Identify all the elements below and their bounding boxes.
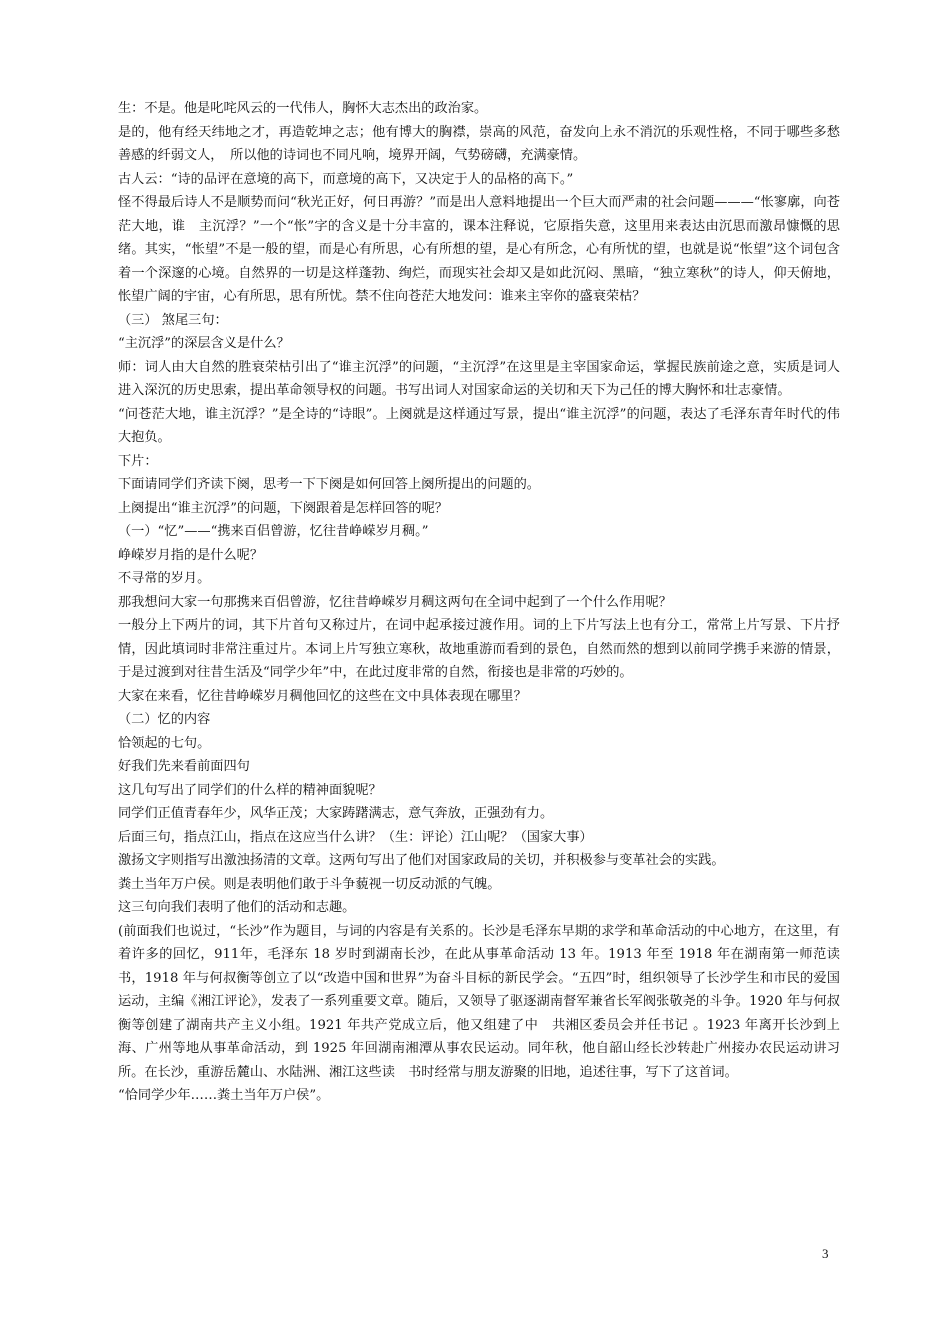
paragraph: 同学们正值青春年少，风华正茂；大家踌躇满志，意气奔放，正强劲有力。	[118, 806, 554, 821]
paragraph: 粪土当年万户侯。则是表明他们敢于斗争藐视一切反动派的气魄。	[118, 876, 501, 892]
paragraph: 师：词人由大自然的胜衰荣枯引出了“谁主沉浮”的问题，“主沉浮”在这里是主宰国家命运，掌握民族前途之意，实质是词人进入深沉的历史思索，提出革命领导权的问题。书写出词人对国家命运的关切和天下为己任的博大胸怀和壮志豪情。	[118, 359, 840, 398]
paragraph: 古人云：“诗的品评在意境的高下，而意境的高下，又决定于人的品格的高下。”	[118, 171, 574, 187]
paragraph: 峥嵘岁月指的是什么呢？	[118, 547, 264, 563]
paragraph: 上阕提出“谁主沉浮”的问题，下阕跟着是怎样回答的呢？	[118, 500, 448, 516]
paragraph: 恰领起的七句。	[118, 735, 211, 751]
paragraph: (前面我们也说过，“长沙”作为题目，与词的内容是有关系的。长沙是毛泽东早期的求学和革命活动的中心地方，在这里，有着许多的回忆，911年，毛泽东 18 岁时到湖南长沙，在此从事革命活动 13 年。1913 年至 1918 年在湖南第一师范读 书，1918 年与何叔衡等创立了以“改造中国和世界”为奋斗目标的新民学会。“五四”时，组织领导了长沙学生和市民的爱国运动，主编《湘江评论》，发表了一系列重要文章。随后，又领导了驱逐湖南督军兼省长军阀张敬尧的斗争。1920 年与何叔衡等创建了湖南共产主义小组。1921 年共产党成立后，他又组建了中 共湘区委员会并任书记 。1923 年离开长沙到上海、广州等地从事革命活动，到 1925 年回湖南湘潭从事农民运动。同年秋，他自韶山经长沙转赴广州接办农民运动讲习所。在长沙，重游岳麓山、水陆洲、湘江这些读 书时经常与朋友游聚的旧地，追述往事，写下了这首词。	[118, 923, 854, 1080]
document-body	[118, 97, 854, 1108]
section-heading: （一）“忆”——“携来百侣曾游，忆往昔峥嵘岁月稠。”	[118, 524, 429, 539]
paragraph: 后面三句，指点江山，指点在这应当什么讲？（生：评论）江山呢？（国家大事）	[118, 829, 593, 845]
paragraph: 激扬文字则指写出激浊扬清的文章。这两句写出了他们对国家政局的关切，并积极参与变革社会的实践。	[118, 853, 725, 868]
paragraph: 大家在来看，忆往昔峥嵘岁月稠他回忆的这些在文中具体表现在哪里？	[118, 688, 527, 704]
paragraph: 好我们先来看前面四句	[118, 759, 250, 774]
paragraph: 是的，他有经天纬地之才，再造乾坤之志；他有博大的胸襟，崇高的风范，奋发向上永不消沉的乐观性格，不同于哪些多愁善感的纤弱文人， 所以他的诗词也不同凡响，境界开阔，气势磅礴，充满豪情。	[118, 124, 840, 163]
paragraph: 怪不得最后诗人不是顺势而问“秋光正好，何日再游？”而是出人意料地提出一个巨大而严肃的社会问题———“怅寥廓，向苍茫大地，谁 主沉浮？”一个“怅”字的含义是十分丰富的，课本注释说，它原指失意，这里用来表达由沉思而激昂慷慨的思绪。其实，“怅望”不是一般的望，而是心有所思，心有所想的望，是心有所念，心有所忧的望，也就是说“怅望”这个词包含着一个深邃的心境。自然界的一切是这样蓬勃、绚烂，而现实社会却又是如此沉闷、黑暗，“独立寒秋”的诗人，仰天俯地，怅望广阔的宇宙，心有所思，思有所忧。禁不住向苍茫大地发问：谁来主宰你的盛衰荣枯？	[118, 195, 840, 304]
paragraph: 那我想问大家一句那携来百侣曾游，忆往昔峥嵘岁月稠这两句在全词中起到了一个什么作用呢？	[118, 594, 672, 610]
section-heading: 下片：	[118, 453, 158, 469]
paragraph: 这几句写出了同学们的什么样的精神面貌呢？	[118, 782, 382, 798]
paragraph: “主沉浮”的深层含义是什么？	[118, 336, 290, 351]
paragraph: “问苍茫大地，谁主沉浮？”是全诗的“诗眼”。上阕就是这样通过写景，提出“谁主沉浮”的问题，表达了毛泽东青年时代的伟大抱负。	[118, 406, 840, 445]
paragraph: 下面请同学们齐读下阕，思考一下下阕是如何回答上阕所提出的问题的。	[118, 477, 540, 492]
paragraph: “恰同学少年……粪土当年万户侯”。	[118, 1088, 330, 1103]
paragraph: 一般分上下两片的词，其下片首句又称过片，在词中起承接过渡作用。词的上下片写法上也有分工，常常上片写景、下片抒情，因此填词时非常注重过片。本词上片写独立寒秋，故地重游而看到的景色，自然而然的想到以前同学携手来游的情景，于是过渡到对往昔生活及“同学少年”中，在此过度非常的自然，衔接也是非常的巧妙的。	[118, 618, 840, 680]
section-heading: （三） 煞尾三句：	[118, 312, 228, 328]
page-number: 3	[822, 1246, 829, 1261]
paragraph: 这三句向我们表明了他们的活动和志趣。	[118, 900, 356, 915]
section-heading: （二）忆的内容	[118, 712, 211, 727]
paragraph: 生：不是。他是叱咤风云的一代伟人，胸怀大志杰出的政治家。	[118, 101, 488, 116]
paragraph: 不寻常的岁月。	[118, 571, 211, 586]
